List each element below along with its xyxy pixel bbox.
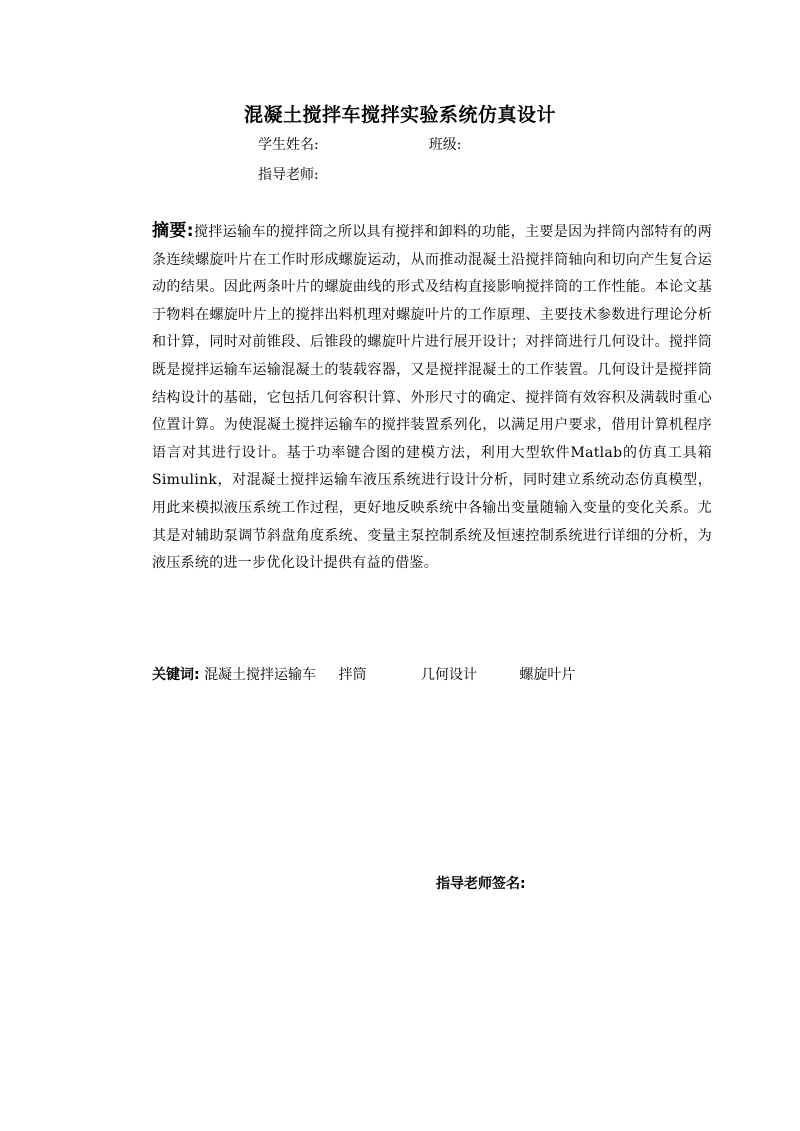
advisor-signature-label: 指导老师签名: — [436, 876, 526, 892]
student-name-label: 学生姓名: — [258, 137, 319, 153]
keywords-label: 关键词: — [152, 667, 200, 683]
abstract-text: 搅拌运输车的搅拌筒之所以具有搅拌和卸料的功能，主要是因为拌筒内部特有的两条连续螺旋叶片在工作时形成螺旋运动，从而推动混凝土沿搅拌筒轴向和切向产生复合运动的结果。因此两条叶片的螺旋曲线的形式及结构直接影响搅拌筒的工作性能。本论文基于物料在螺旋叶片上的搅拌出料机理对螺旋叶片的工作原理、主要技术参数进行理论分析和计算，同时对前锥段、后锥段的螺旋叶片进行展开设计；对拌筒进行几何设计。搅拌筒既是搅拌运输车运输混凝土的装载容器，又是搅拌混凝土的工作装置。几何设计是搅拌筒结构设计的基础，它包括几何容积计算、外形尺寸的确定、搅拌筒有效容积及满载时重心位置计算。为使混凝土搅拌运输车的搅拌装置系列化，以满足用户要求，借用计算机程序语言对其进行设计。基于功率键合图的建模方法，利用大型软件Matlab的仿真工具箱Simulink，对混凝土搅拌运输车液压系统进行设计分析，同时建立系统动态仿真模型，用此来模拟液压系统工作过程，更好地反映系统中各输出变量随输入变量的变化关系。尤其是对辅助泵调节斜盘角度系统、变量主泵控制系统及恒速控制系统进行详细的分析，为液压系统的进一步优化设计提供有益的借鉴。 — [152, 224, 712, 572]
keyword-item: 拌筒 — [338, 667, 367, 683]
advisor-label: 指导老师: — [258, 167, 319, 183]
keyword-item: 螺旋叶片 — [519, 667, 576, 683]
keywords-section — [152, 664, 575, 684]
student-info-row — [258, 134, 461, 154]
abstract-section — [152, 218, 712, 578]
keyword-item: 混凝土搅拌运输车 — [204, 667, 317, 683]
class-label: 班级: — [428, 137, 462, 153]
keyword-item: 几何设计 — [420, 667, 477, 683]
advisor-info-row — [258, 164, 319, 184]
abstract-label: 摘要: — [152, 221, 194, 241]
document-title: 混凝土搅拌车搅拌实验系统仿真设计 — [243, 104, 556, 126]
